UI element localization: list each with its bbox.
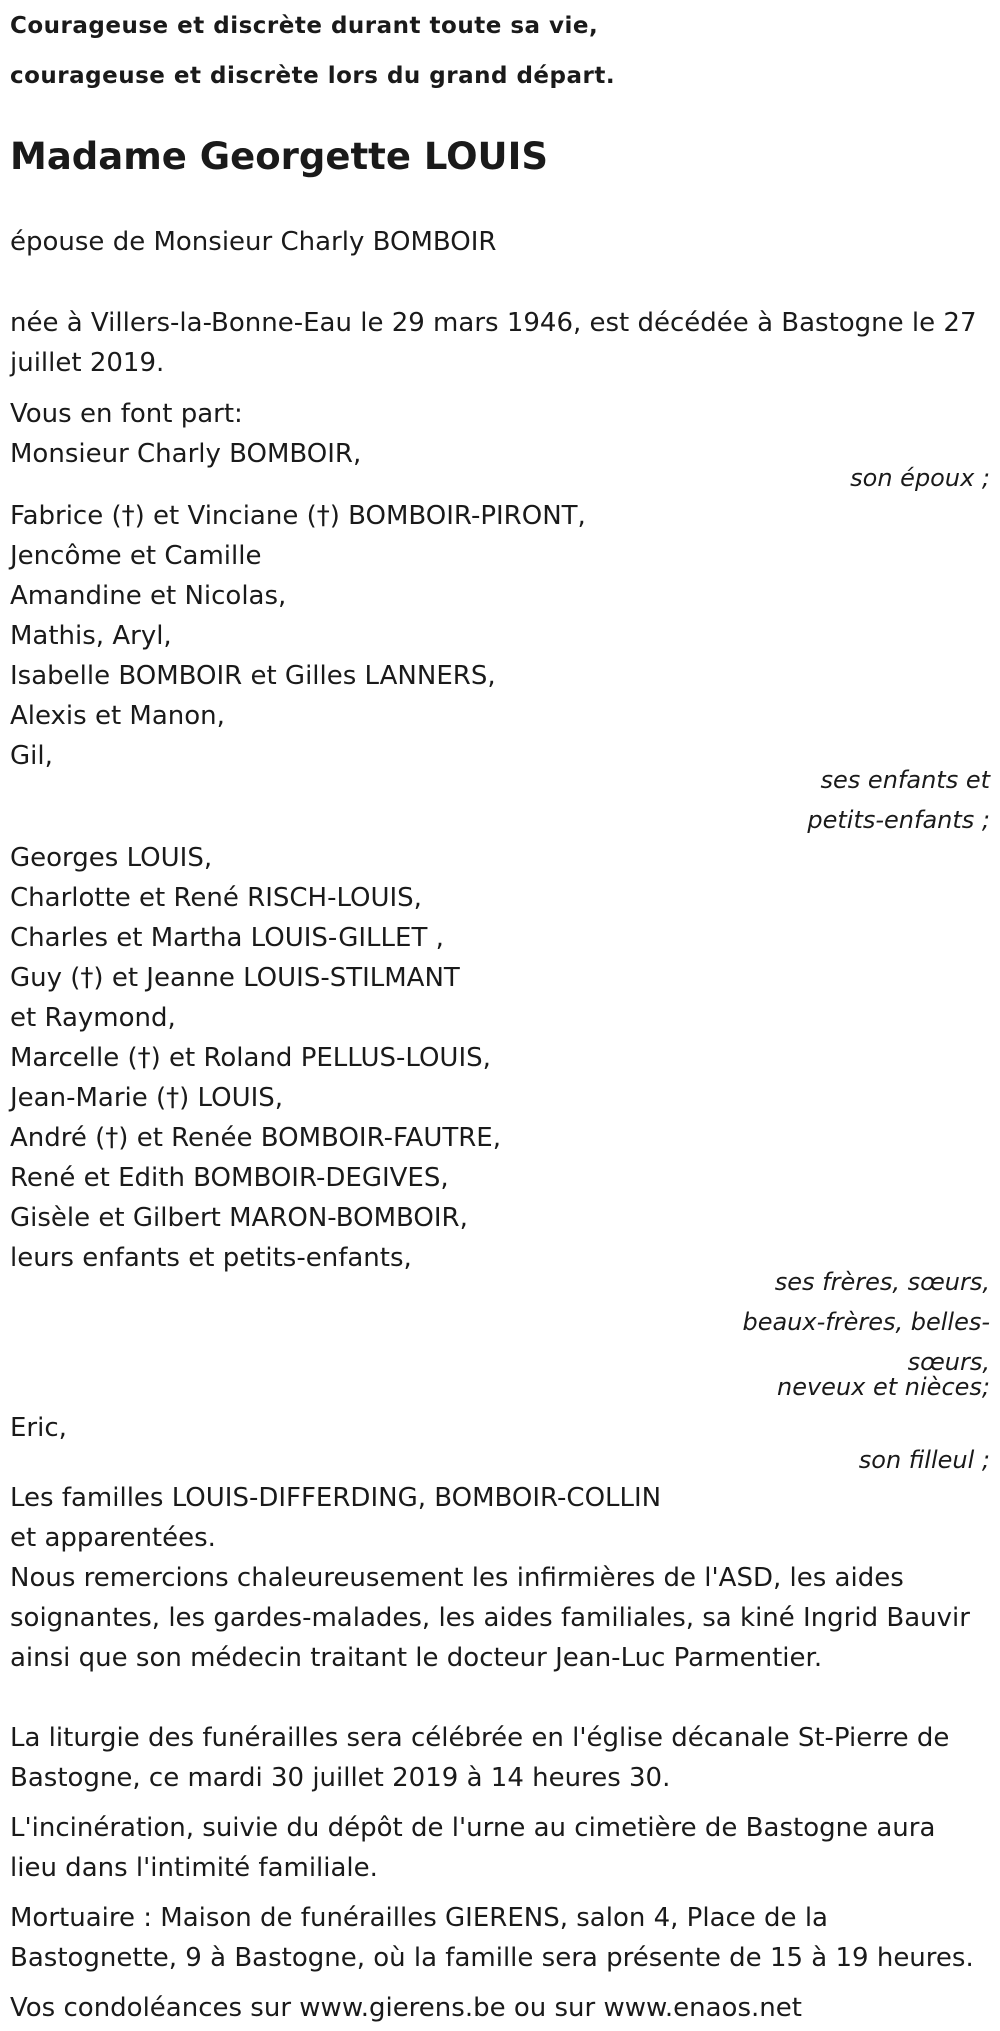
condolences-line: Vos condoléances sur www.gierens.be ou sur www.enaos.net bbox=[10, 1993, 802, 2023]
children-line: Amandine et Nicolas, bbox=[10, 581, 287, 611]
thanks-line-2: soignantes, les gardes-malades, les aides familiales, sa kiné Ingrid Bauvir bbox=[10, 1603, 970, 1633]
siblings-line: Jean-Marie (†) LOUIS, bbox=[10, 1083, 284, 1113]
families-line-1: Les familles LOUIS-DIFFERDING, BOMBOIR-COLLIN bbox=[10, 1483, 662, 1513]
siblings-line: leurs enfants et petits-enfants, bbox=[10, 1243, 412, 1273]
siblings-line: Gisèle et Gilbert MARON-BOMBOIR, bbox=[10, 1203, 468, 1233]
spouse-role: son époux ; bbox=[850, 464, 990, 492]
announcers-intro: Vous en font part: bbox=[10, 399, 243, 429]
children-line: Jencôme et Camille bbox=[10, 541, 262, 571]
siblings-role-line-2: beaux-frères, belles- bbox=[742, 1308, 990, 1336]
motto-line-1: Courageuse et discrète durant toute sa vie, bbox=[10, 13, 599, 39]
incineration-line-1: L'incinération, suivie du dépôt de l'urne au cimetière de Bastogne aura bbox=[10, 1813, 936, 1843]
godson-name: Eric, bbox=[10, 1413, 67, 1443]
mortuary-line-1: Mortuaire : Maison de funérailles GIERENS, salon 4, Place de la bbox=[10, 1903, 828, 1933]
liturgy-line-2: Bastogne, ce mardi 30 juillet 2019 à 14 heures 30. bbox=[10, 1763, 671, 1793]
birth-death-line-1: née à Villers-la-Bonne-Eau le 29 mars 1946, est décédée à Bastogne le 27 bbox=[10, 308, 977, 338]
motto-line-2: courageuse et discrète lors du grand départ. bbox=[10, 63, 616, 89]
children-role-line-1: ses enfants et bbox=[820, 766, 990, 794]
children-line: Isabelle BOMBOIR et Gilles LANNERS, bbox=[10, 661, 496, 691]
siblings-role-line-3: sœurs, bbox=[907, 1348, 990, 1376]
children-line: Alexis et Manon, bbox=[10, 701, 225, 731]
siblings-role-line-1: ses frères, sœurs, bbox=[774, 1268, 990, 1296]
spouse-name: Monsieur Charly BOMBOIR, bbox=[10, 439, 362, 469]
siblings-line: Georges LOUIS, bbox=[10, 843, 213, 873]
siblings-line: et Raymond, bbox=[10, 1003, 176, 1033]
families-line-2: et apparentées. bbox=[10, 1523, 216, 1553]
deceased-name: Madame Georgette LOUIS bbox=[10, 135, 548, 178]
siblings-line: Charles et Martha LOUIS-GILLET , bbox=[10, 923, 444, 953]
liturgy-line-1: La liturgie des funérailles sera célébrée en l'église décanale St-Pierre de bbox=[10, 1723, 950, 1753]
children-line: Fabrice (†) et Vinciane (†) BOMBOIR-PIRONT, bbox=[10, 501, 586, 531]
children-line: Mathis, Aryl, bbox=[10, 621, 172, 651]
incineration-line-2: lieu dans l'intimité familiale. bbox=[10, 1853, 378, 1883]
siblings-line: André (†) et Renée BOMBOIR-FAUTRE, bbox=[10, 1123, 501, 1153]
siblings-line: Charlotte et René RISCH-LOUIS, bbox=[10, 883, 422, 913]
thanks-line-1: Nous remercions chaleureusement les infirmières de l'ASD, les aides bbox=[10, 1563, 904, 1593]
children-line: Gil, bbox=[10, 741, 53, 771]
mortuary-line-2: Bastognette, 9 à Bastogne, où la famille sera présente de 15 à 19 heures. bbox=[10, 1943, 974, 1973]
siblings-line: Marcelle (†) et Roland PELLUS-LOUIS, bbox=[10, 1043, 491, 1073]
siblings-role-line-4: neveux et nièces; bbox=[777, 1373, 990, 1401]
spouse-line: épouse de Monsieur Charly BOMBOIR bbox=[10, 227, 497, 257]
children-role-line-2: petits-enfants ; bbox=[807, 806, 990, 834]
thanks-line-3: ainsi que son médecin traitant le docteur Jean-Luc Parmentier. bbox=[10, 1643, 823, 1673]
birth-death-line-2: juillet 2019. bbox=[10, 348, 165, 378]
godson-role: son filleul ; bbox=[858, 1446, 990, 1474]
siblings-line: René et Edith BOMBOIR-DEGIVES, bbox=[10, 1163, 449, 1193]
siblings-line: Guy (†) et Jeanne LOUIS-STILMANT bbox=[10, 963, 460, 993]
